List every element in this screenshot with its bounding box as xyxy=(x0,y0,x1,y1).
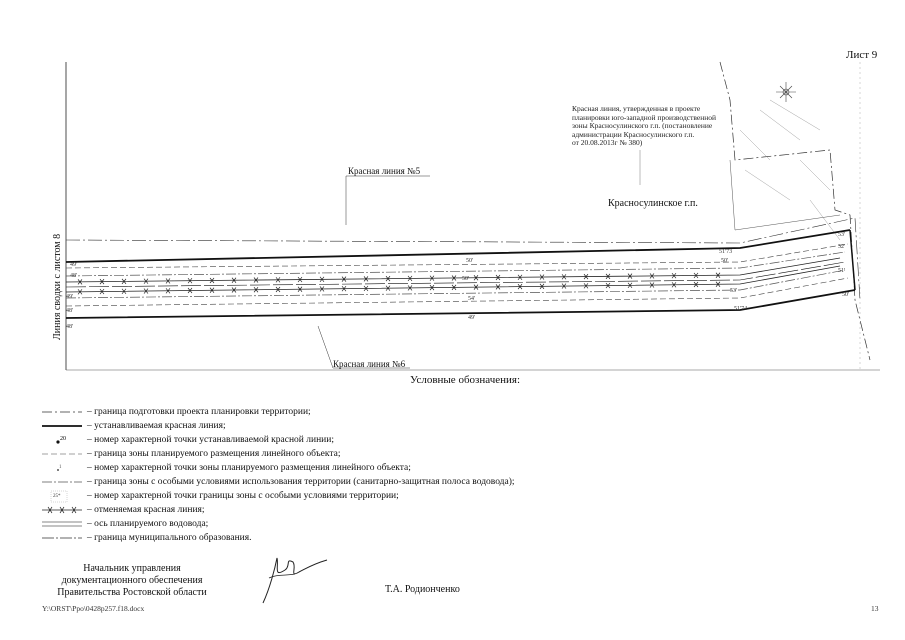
point-label: 48' xyxy=(66,308,74,314)
red-line-5-label: Красная линия №5 xyxy=(348,166,421,176)
point-label: 50' xyxy=(721,258,729,264)
legend-item xyxy=(42,476,602,489)
legend-item xyxy=(42,490,602,503)
municipal-boundary xyxy=(720,62,870,360)
legend-text: – граница зоны с особыми условиями использования территории (санитарно-защитная полоса водовода); xyxy=(87,477,515,487)
point-label: 49' xyxy=(468,315,476,321)
point-label: 54' xyxy=(468,296,476,302)
signatory-title xyxy=(42,563,222,599)
compass-icon xyxy=(776,82,796,102)
legend-symbol xyxy=(42,504,82,517)
note-line: Красная линия, утвержденная в проекте xyxy=(572,104,701,113)
legend-symbol xyxy=(42,462,82,475)
legend-symbol xyxy=(42,420,82,433)
point-label: 49' xyxy=(66,294,74,300)
note-line: от 20.08.2013г № 380) xyxy=(572,138,643,147)
page-number: 13 xyxy=(871,604,879,613)
road-hatch xyxy=(740,100,840,240)
legend-text: – граница зоны планируемого размещения линейного объекта; xyxy=(87,449,341,459)
note-line: планировки юго-западной производственной xyxy=(572,112,716,122)
legend-text: – номер характерной точки зоны планируемого размещения линейного объекта; xyxy=(87,463,411,473)
legend-symbol xyxy=(42,476,82,489)
legend-item xyxy=(42,406,602,419)
legend-text: – устанавливаемая красная линия; xyxy=(87,421,226,431)
legend-text: – ось планируемого водовода; xyxy=(87,519,209,529)
red-line-bottom xyxy=(66,290,855,318)
legend-item xyxy=(42,532,602,545)
legend-title: Условные обозначения: xyxy=(410,374,521,386)
legend-text: – граница муниципального образования. xyxy=(87,533,252,543)
point-label: 53' xyxy=(838,232,846,238)
handwritten-signature xyxy=(255,548,335,608)
legend-text: – отменяемая красная линия; xyxy=(87,505,205,515)
legend-symbol xyxy=(42,518,82,531)
legend-text: – граница подготовки проекта планировки территории; xyxy=(87,407,311,417)
legend-item xyxy=(42,504,602,517)
corridor xyxy=(66,218,860,318)
point-label: 50' xyxy=(466,258,474,264)
signatory-line: Начальник управления xyxy=(83,563,181,574)
legend-symbol xyxy=(42,434,82,447)
legend-symbol xyxy=(42,406,82,419)
point-label: 50' xyxy=(462,276,470,282)
legend-item xyxy=(42,518,602,531)
red-line-6-label: Красная линия №6 xyxy=(333,359,406,369)
match-line-label: Линия сводки с листом 8 xyxy=(52,233,63,340)
note-line: зоны Красносулинского г.п. (постановление xyxy=(572,121,713,130)
point-label: 50' xyxy=(842,292,850,298)
legend-item xyxy=(42,420,602,433)
point-label: 49' xyxy=(70,262,78,268)
legend-item xyxy=(42,448,602,461)
legend-item xyxy=(42,462,602,475)
plot-outline xyxy=(730,160,840,230)
signatory-line: документационного обеспечения xyxy=(61,575,203,586)
point-label: 51' xyxy=(838,268,846,274)
point-label: 51'73 xyxy=(719,249,733,255)
svg-text:20: 20 xyxy=(60,436,66,442)
file-path: Y:\ORST\Ppo\0428p257.f18.docx xyxy=(42,604,145,613)
point-label: 48' xyxy=(70,273,78,279)
sanitary-top xyxy=(66,252,845,276)
signatory-name: Т.А. Родионченко xyxy=(385,584,460,595)
svg-text:1: 1 xyxy=(59,465,62,470)
municipality-name: Красносулинское г.п. xyxy=(608,198,698,209)
point-label: 51'74 xyxy=(734,306,748,312)
legend-symbol xyxy=(42,490,82,503)
point-label: 52' xyxy=(838,244,846,250)
redline-note xyxy=(572,105,716,148)
legend-symbol xyxy=(42,448,82,461)
legend-item xyxy=(42,434,602,447)
legend-text: – номер характерной точки устанавливаемой красной линии; xyxy=(87,435,334,445)
svg-text:25*: 25* xyxy=(53,494,61,499)
legend-symbol xyxy=(42,532,82,545)
sheet-label: Лист 9 xyxy=(846,49,878,61)
red-line-top xyxy=(66,230,850,262)
note-line: администрации Красносулинского г.п. xyxy=(572,129,695,139)
red-line-6-leader xyxy=(318,326,333,368)
point-label: 48' xyxy=(66,324,74,330)
signatory-line: Правительства Ростовской области xyxy=(57,587,207,598)
legend-text: – номер характерной точки границы зоны с особыми условиями территории; xyxy=(87,491,399,501)
point-label: 53' xyxy=(730,288,738,294)
